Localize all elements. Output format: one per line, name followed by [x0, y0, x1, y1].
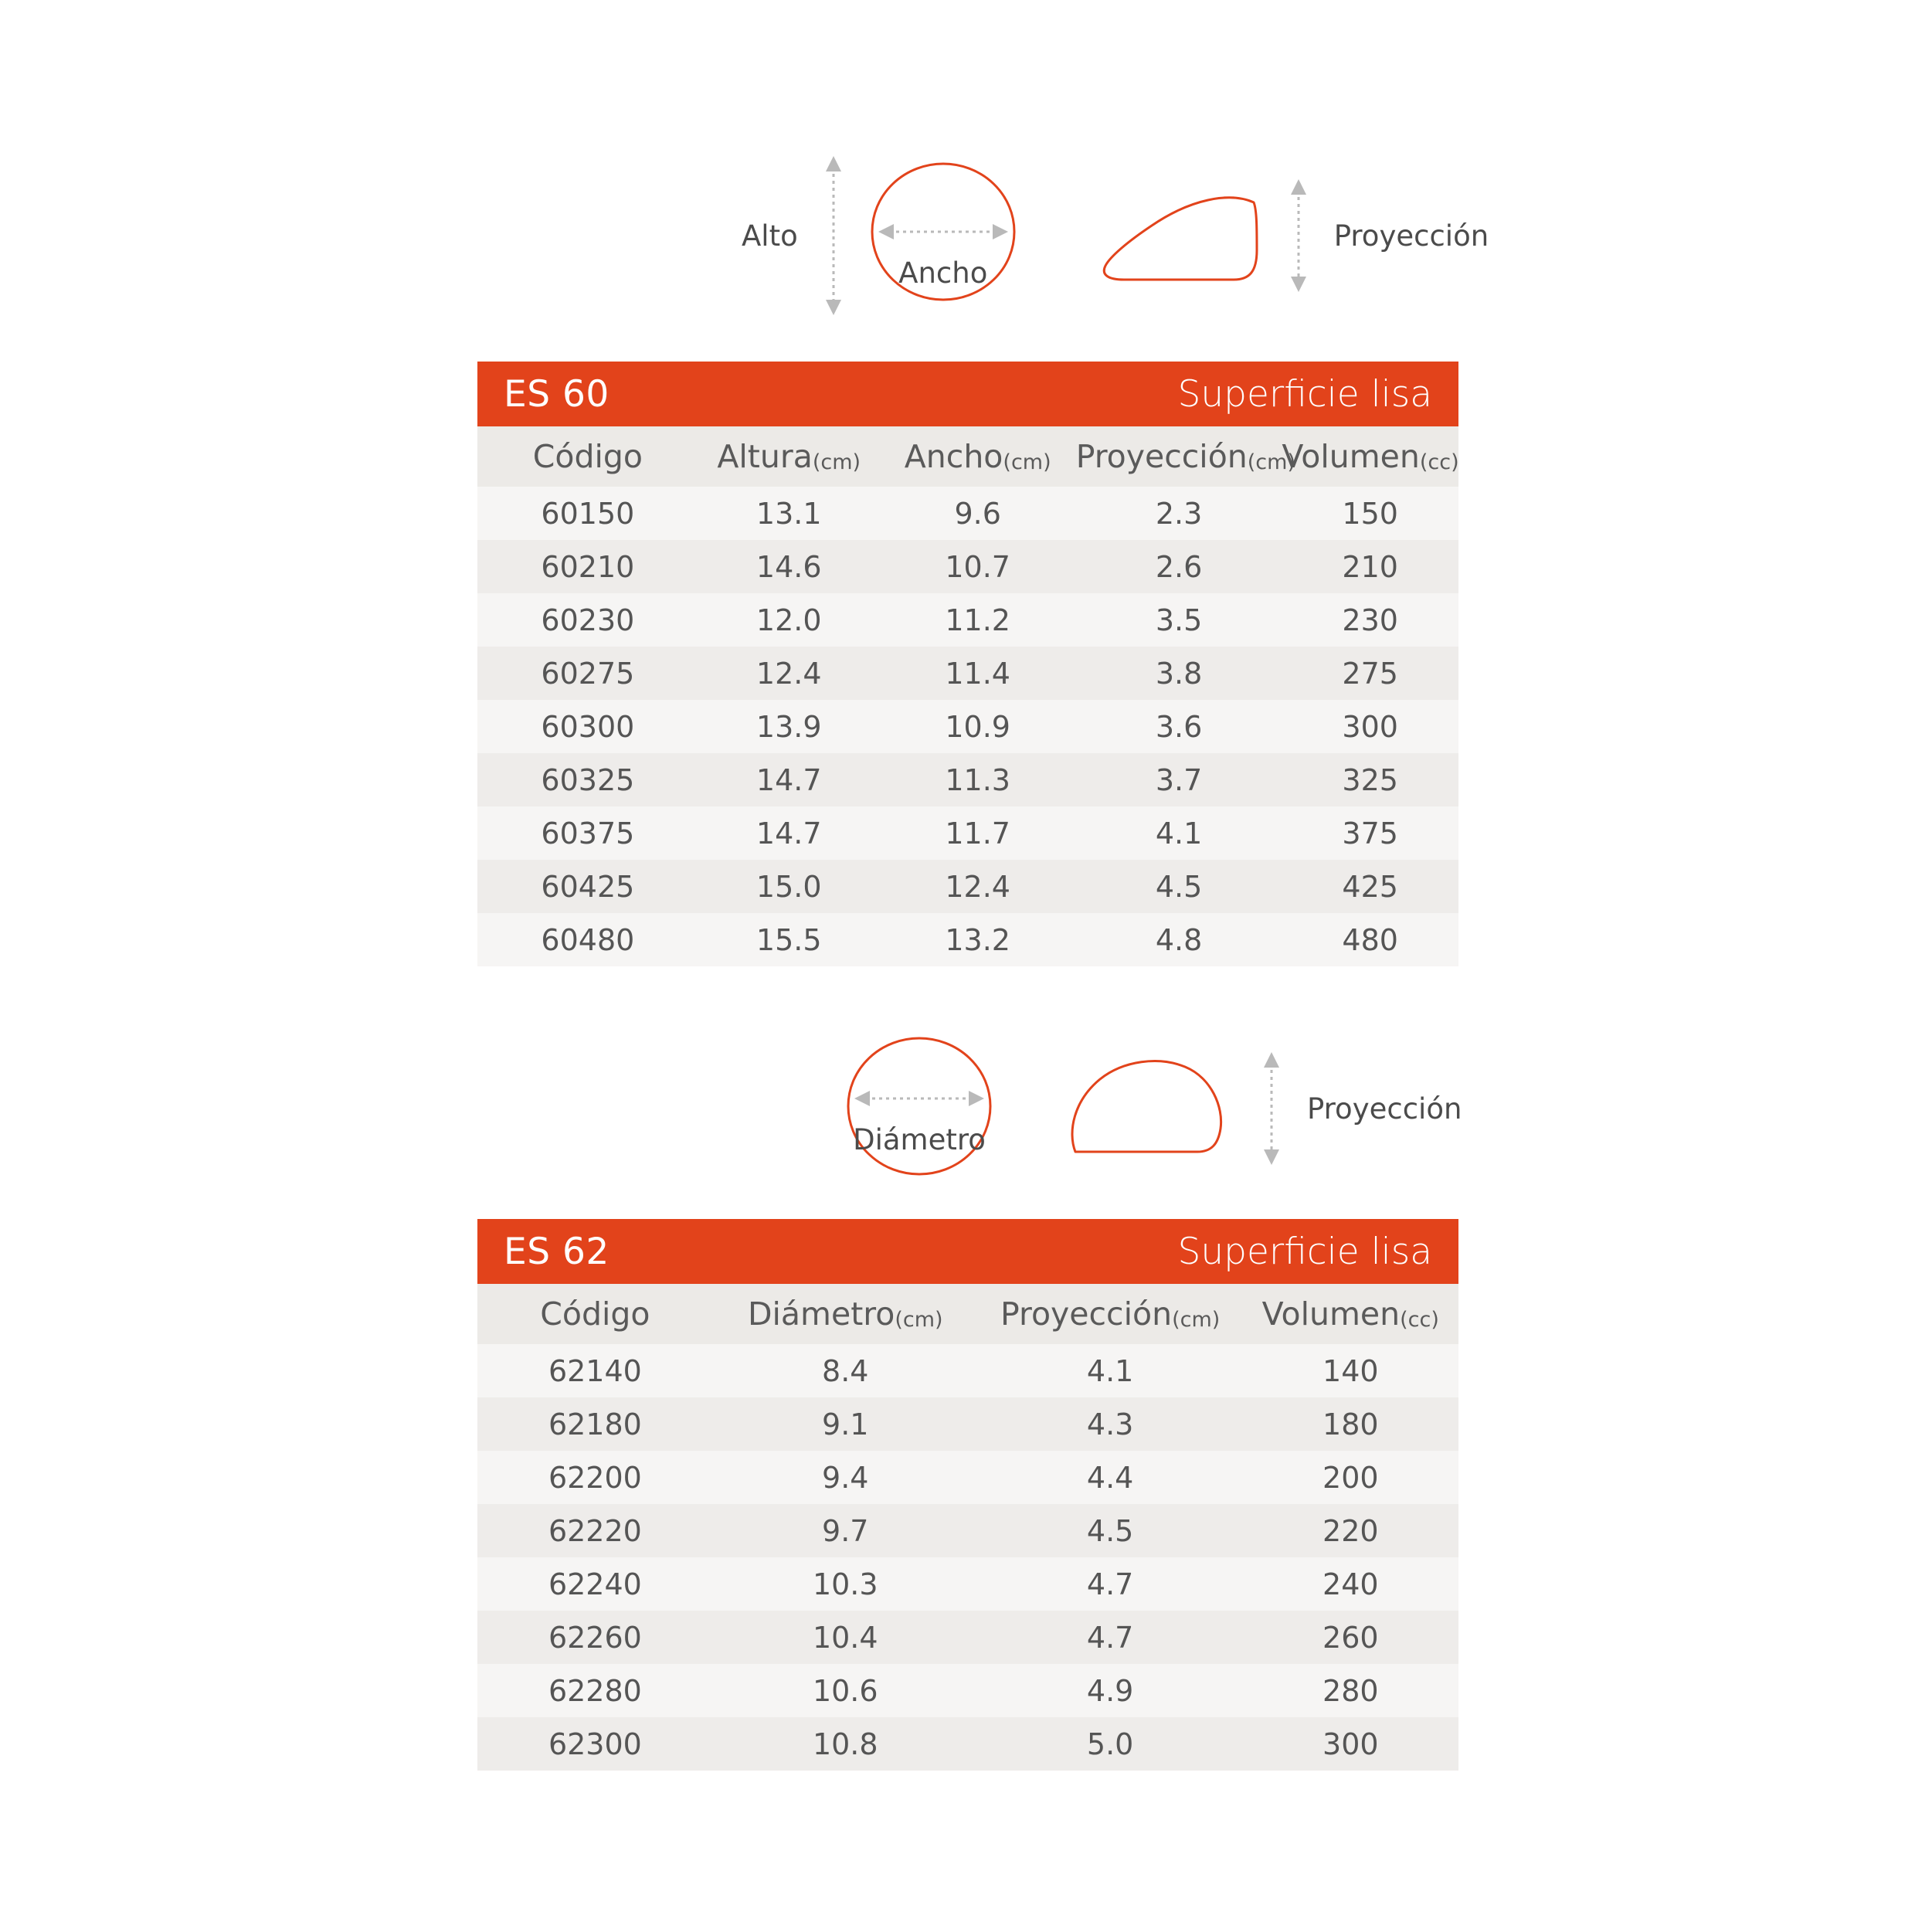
cell-volumen: 140 [1243, 1344, 1458, 1397]
cell-proyeccion: 3.8 [1076, 647, 1282, 700]
table-row [477, 487, 1458, 540]
cell-proyeccion: 2.6 [1076, 540, 1282, 593]
cell-volumen: 275 [1282, 647, 1458, 700]
cell-ancho: 10.9 [880, 700, 1076, 753]
cell-proyeccion: 4.3 [978, 1397, 1243, 1451]
diagram-es60 [742, 154, 1489, 317]
cell-altura: 15.0 [698, 860, 880, 913]
cell-codigo: 62260 [477, 1611, 713, 1664]
vertical-double-arrow-icon [1256, 1051, 1287, 1166]
vertical-double-arrow-icon [818, 154, 849, 317]
diagram-label-proyeccion: Proyección [1333, 219, 1489, 253]
cell-codigo: 62140 [477, 1344, 713, 1397]
cell-volumen: 375 [1282, 806, 1458, 860]
cell-ancho: 11.2 [880, 593, 1076, 647]
cell-volumen: 300 [1243, 1717, 1458, 1771]
specs-table-es60 [477, 426, 1458, 966]
cell-altura: 15.5 [698, 913, 880, 966]
cell-volumen: 180 [1243, 1397, 1458, 1451]
table-row [477, 1397, 1458, 1451]
cell-proyeccion: 4.4 [978, 1451, 1243, 1504]
cell-proyeccion: 4.1 [978, 1344, 1243, 1397]
column-header-volumen: Volumen(cc) [1282, 426, 1458, 487]
cell-codigo: 60325 [477, 753, 698, 806]
cell-proyeccion: 4.1 [1076, 806, 1282, 860]
surface-type: Superficie lisa [1177, 372, 1432, 416]
table-es60 [477, 362, 1458, 966]
cell-proyeccion: 2.3 [1076, 487, 1282, 540]
table-row [477, 647, 1458, 700]
cell-codigo: 62220 [477, 1504, 713, 1557]
table-row [477, 540, 1458, 593]
cell-proyeccion: 5.0 [978, 1717, 1243, 1771]
cell-altura: 12.4 [698, 647, 880, 700]
cell-codigo: 62200 [477, 1451, 713, 1504]
cell-altura: 12.0 [698, 593, 880, 647]
shape-circle-front [842, 1027, 997, 1190]
cell-diametro: 10.6 [713, 1664, 978, 1717]
diagram-es62 [842, 1027, 1462, 1190]
column-header-codigo: Código [477, 1284, 713, 1344]
table-es62 [477, 1219, 1458, 1771]
cell-altura: 13.9 [698, 700, 880, 753]
cell-ancho: 12.4 [880, 860, 1076, 913]
table-row [477, 1344, 1458, 1397]
cell-volumen: 425 [1282, 860, 1458, 913]
diagram-label-ancho: Ancho [898, 256, 988, 290]
cell-diametro: 10.4 [713, 1611, 978, 1664]
cell-volumen: 150 [1282, 487, 1458, 540]
cell-codigo: 62280 [477, 1664, 713, 1717]
cell-proyeccion: 4.9 [978, 1664, 1243, 1717]
table-row [477, 1504, 1458, 1557]
cell-ancho: 10.7 [880, 540, 1076, 593]
table-row [477, 700, 1458, 753]
shape-circle-front [866, 154, 1020, 317]
diagram-label-proyeccion: Proyección [1307, 1092, 1462, 1126]
column-header-ancho: Ancho(cm) [880, 426, 1076, 487]
cell-proyeccion: 3.6 [1076, 700, 1282, 753]
cell-proyeccion: 4.7 [978, 1557, 1243, 1611]
table-row [477, 1664, 1458, 1717]
table-row [477, 1611, 1458, 1664]
cell-codigo: 60480 [477, 913, 698, 966]
column-header-proyeccion: Proyección(cm) [1076, 426, 1282, 487]
diagram-label-alto: Alto [742, 219, 798, 253]
column-header-altura: Altura(cm) [698, 426, 880, 487]
table-row [477, 913, 1458, 966]
table-row [477, 860, 1458, 913]
cell-codigo: 60375 [477, 806, 698, 860]
cell-codigo: 60425 [477, 860, 698, 913]
cell-diametro: 10.3 [713, 1557, 978, 1611]
table-row [477, 1557, 1458, 1611]
cell-diametro: 8.4 [713, 1344, 978, 1397]
cell-ancho: 13.2 [880, 913, 1076, 966]
cell-codigo: 60150 [477, 487, 698, 540]
cell-diametro: 9.4 [713, 1451, 978, 1504]
table-row [477, 1451, 1458, 1504]
surface-type: Superficie lisa [1177, 1230, 1432, 1273]
cell-proyeccion: 4.5 [1076, 860, 1282, 913]
cell-diametro: 10.8 [713, 1717, 978, 1771]
cell-altura: 14.6 [698, 540, 880, 593]
cell-proyeccion: 4.5 [978, 1504, 1243, 1557]
cell-ancho: 11.4 [880, 647, 1076, 700]
table-header-bar-es62 [477, 1219, 1458, 1284]
cell-volumen: 200 [1243, 1451, 1458, 1504]
cell-volumen: 300 [1282, 700, 1458, 753]
shape-teardrop-profile [1098, 185, 1260, 286]
cell-ancho: 9.6 [880, 487, 1076, 540]
cell-proyeccion: 4.8 [1076, 913, 1282, 966]
diagram-label-diametro: Diámetro [853, 1123, 986, 1156]
cell-ancho: 11.7 [880, 806, 1076, 860]
shape-dome-profile [1066, 1054, 1228, 1163]
cell-codigo: 60300 [477, 700, 698, 753]
cell-diametro: 9.7 [713, 1504, 978, 1557]
table-row [477, 806, 1458, 860]
cell-ancho: 11.3 [880, 753, 1076, 806]
cell-altura: 13.1 [698, 487, 880, 540]
cell-diametro: 9.1 [713, 1397, 978, 1451]
cell-codigo: 60210 [477, 540, 698, 593]
column-header-codigo: Código [477, 426, 698, 487]
cell-volumen: 325 [1282, 753, 1458, 806]
cell-volumen: 230 [1282, 593, 1458, 647]
specs-table-es62 [477, 1284, 1458, 1771]
table-header-row [477, 426, 1458, 487]
cell-volumen: 280 [1243, 1664, 1458, 1717]
table-row [477, 1717, 1458, 1771]
cell-proyeccion: 3.5 [1076, 593, 1282, 647]
vertical-double-arrow-icon [1283, 178, 1314, 294]
cell-codigo: 62240 [477, 1557, 713, 1611]
column-header-proyeccion: Proyección(cm) [978, 1284, 1243, 1344]
column-header-diametro: Diámetro(cm) [713, 1284, 978, 1344]
cell-volumen: 220 [1243, 1504, 1458, 1557]
model-code: ES 60 [504, 372, 609, 416]
cell-codigo: 60230 [477, 593, 698, 647]
cell-volumen: 480 [1282, 913, 1458, 966]
cell-codigo: 62300 [477, 1717, 713, 1771]
cell-codigo: 62180 [477, 1397, 713, 1451]
cell-proyeccion: 4.7 [978, 1611, 1243, 1664]
table-header-row [477, 1284, 1458, 1344]
table-row [477, 593, 1458, 647]
model-code: ES 62 [504, 1230, 609, 1273]
cell-altura: 14.7 [698, 806, 880, 860]
cell-codigo: 60275 [477, 647, 698, 700]
cell-volumen: 240 [1243, 1557, 1458, 1611]
table-header-bar-es60 [477, 362, 1458, 426]
cell-volumen: 210 [1282, 540, 1458, 593]
cell-altura: 14.7 [698, 753, 880, 806]
cell-volumen: 260 [1243, 1611, 1458, 1664]
column-header-volumen: Volumen(cc) [1243, 1284, 1458, 1344]
table-row [477, 753, 1458, 806]
cell-proyeccion: 3.7 [1076, 753, 1282, 806]
